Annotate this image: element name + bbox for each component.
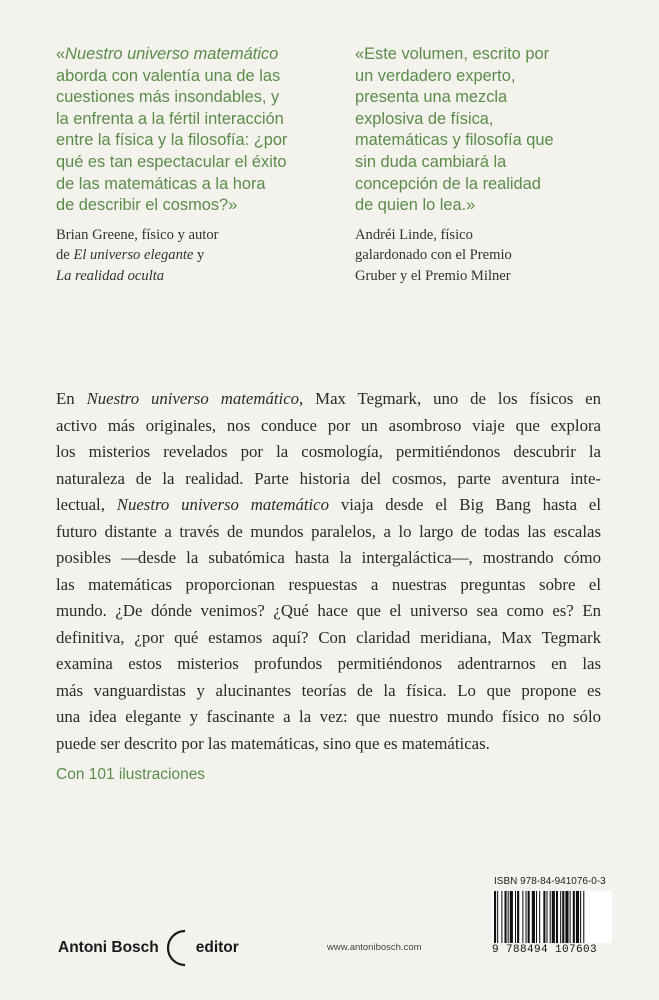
barcode-bar [510,891,513,943]
quote-line [56,66,316,88]
quote-line [56,174,316,196]
barcode-bar [532,891,535,943]
quote-line-text: concepción de la realidad [355,174,541,193]
synopsis-line-text: las matemáticas proporcionan respuestas a nuestras preguntas sobre el [56,574,601,594]
barcode-bar [565,891,568,943]
publisher-name-right: editor [195,939,239,956]
barcode-bar [550,891,551,943]
synopsis-line-text: una idea elegante y fascinante a la vez: que nuestro mundo físico no sólo [56,707,601,726]
quote-line-title: Nuestro universo matemático [65,45,279,63]
synopsis-line-text: , Max Tegmark, uno de los físicos en [299,389,602,408]
quote-line [56,152,316,174]
quote-right-attribution [355,225,600,287]
barcode-bar [517,891,519,943]
synopsis-line [56,466,601,493]
synopsis-line-text: activo más originales, nos conduce por un asombroso viaje que explora [56,415,601,435]
quote-line [355,195,600,217]
quote-line [355,152,600,174]
synopsis-line [56,413,601,440]
barcode-bar [573,891,575,943]
quote-line-text: presenta una mezcla [355,88,508,107]
barcode-bar [505,891,507,943]
quote-line-text: de quien lo lea.» [355,196,476,215]
quote-right-text [355,44,600,217]
attribution-line-title: La realidad oculta [56,267,165,284]
barcode [492,891,612,943]
barcode-bar [556,891,558,943]
attribution-line-text: Brian Greene, físico y autor [56,226,219,243]
quote-line-text: aborda con valentía una de las [56,66,281,85]
barcode-bar [528,891,530,943]
quote-line-text: « [56,45,66,63]
synopsis-line [56,598,601,625]
quote-line [355,66,600,88]
barcode-bar [543,891,545,943]
attribution-line-text: y [193,247,205,264]
isbn-label: ISBN 978-84-941076-0-3 [494,876,606,887]
quote-line-text: la enfrenta a la fértil interacción [56,109,284,128]
synopsis-line [56,651,601,678]
quote-line [56,87,316,109]
barcode-bar [522,891,523,943]
synopsis-line-text: posibles —desde la subatómica hasta la intergaláctica—, mostrando cómo [56,548,601,567]
attribution-line-text: galardonado con el Premio [355,247,512,264]
quote-line [56,109,316,131]
attribution-line-text: Andréi Linde, físico [355,226,473,243]
barcode-bar [583,891,584,943]
quote-line-text: sin duda cambiará la [355,152,507,171]
synopsis-line-text: futuro distante a través de mundos paralelos, a lo largo de todas las escalas [56,521,601,541]
barcode-bar [547,891,548,943]
publisher-website: www.antonibosch.com [327,942,422,953]
synopsis-line-text: lectual, [56,495,117,514]
attribution-line-title: El universo elegante [73,247,194,264]
quote-line [56,44,316,66]
barcode-bar [562,891,564,943]
quote-line-text: de las matemáticas a la hora [56,174,266,193]
attribution-line-text: Gruber y el Premio Milner [355,267,511,284]
barcode-bar [497,891,498,943]
attribution-line [56,266,316,287]
synopsis-line-text: puede ser descrito por las matemáticas, sino que es matemáticas. [56,733,490,753]
barcode-bar [501,891,502,943]
synopsis-line [56,678,601,705]
quote-line [355,109,600,131]
arc-logo-icon [161,928,195,968]
synopsis-line-title: Nuestro universo matemático [116,495,330,514]
synopsis [56,386,601,757]
quote-line [355,87,600,109]
quote-line [56,130,316,152]
synopsis-line-text: viaja desde el Big Bang hasta el [329,495,601,514]
synopsis-line [56,519,601,546]
barcode-digits: 9 788494 107603 [492,944,598,956]
barcode-bar [539,891,540,943]
barcode-bar [526,891,527,943]
synopsis-line-text: naturaleza de la realidad. Parte historia del cosmos, parte aventura inte- [56,468,601,488]
quote-line-text: explosiva de física, [355,109,494,128]
quote-line [56,195,316,217]
synopsis-line-title: Nuestro universo matemático [86,389,300,408]
synopsis-line [56,625,601,652]
barcode-bar [580,891,581,943]
synopsis-line [56,545,601,572]
quote-right [355,44,600,286]
quote-left-text [56,44,316,217]
attribution-line-text: de [56,247,74,264]
synopsis-line-text: examina estos misterios profundos permitiéndonos adentrarnos en las [56,654,601,673]
quote-line [355,174,600,196]
quote-line-text: entre la física y la filosofía: ¿por [56,131,288,150]
barcode-bar [576,891,579,943]
synopsis-line-text: En [56,389,87,408]
synopsis-line [56,492,601,519]
publisher-name-left: Antoni Bosch [58,939,159,956]
synopsis-line [56,572,601,599]
quote-line-text: un verdadero experto, [355,66,516,85]
quote-line-text: cuestiones más insondables, y [56,88,280,107]
quote-line [355,44,600,66]
barcode-bar [570,891,571,943]
quote-line-text: qué es tan espectacular el éxito [56,152,287,171]
synopsis-line [56,704,601,731]
attribution-line [56,225,316,246]
barcode-bar [494,891,496,943]
synopsis-line [56,386,601,413]
synopsis-line-text: más vanguardistas y alucinantes teorías de la física. Lo que propone es [56,680,601,700]
barcode-bar [515,891,516,943]
barcode-bar [536,891,537,943]
attribution-line [355,245,600,266]
synopsis-line [56,439,601,466]
quote-line [355,130,600,152]
quote-line-text: de describir el cosmos?» [56,196,238,215]
barcode-bar [552,891,555,943]
synopsis-line-text: mundo. ¿De dónde venimos? ¿Qué hace que el universo sea como es? En [56,601,601,620]
synopsis-line [56,731,601,758]
quote-line-text: «Este volumen, escrito por [355,45,550,63]
attribution-line [56,245,316,266]
publisher-logo [58,928,239,968]
quote-line-text: matemáticas y filosofía que [355,131,554,150]
barcode-bar [508,891,509,943]
quote-left-attribution [56,225,316,287]
synopsis-line-text: definitiva, ¿por qué estamos aquí? Con claridad meridiana, Max Tegmark [56,627,601,647]
barcode-bar [560,891,561,943]
illustrations-note: Con 101 ilustraciones [56,766,206,783]
quote-left [56,44,316,286]
synopsis-line-text: los misterios revelados por la cosmología, permitiéndonos descubrir la [56,442,601,461]
attribution-line [355,266,600,287]
attribution-line [355,225,600,246]
